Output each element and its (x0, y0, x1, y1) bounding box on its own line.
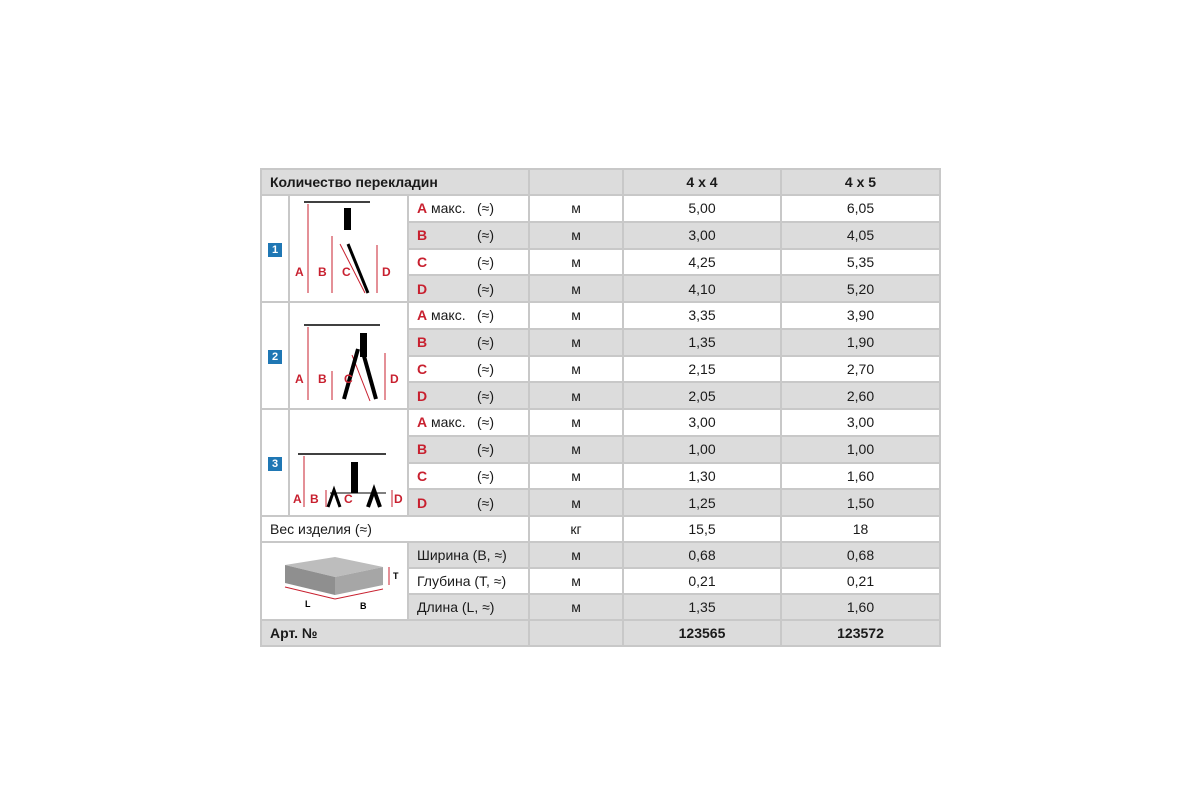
value-4x5: 0,68 (781, 542, 940, 568)
dimension-label (408, 329, 529, 356)
approx-sign: (≈) (477, 441, 495, 458)
config-badge: 1 (268, 243, 282, 257)
package-box-diagram (261, 542, 408, 620)
value-4x5: 1,60 (781, 463, 940, 490)
value-4x5: 5,20 (781, 275, 940, 302)
value-4x5: 3,90 (781, 302, 940, 329)
dimension-label (408, 409, 529, 436)
approx-sign: (≈) (477, 307, 495, 324)
svg-text:D: D (390, 372, 399, 386)
value-4x4: 1,00 (623, 436, 781, 463)
value-4x5: 2,70 (781, 356, 940, 383)
header-title: Количество перекладин (261, 169, 529, 195)
config-number (261, 302, 289, 409)
value-4x5: 1,60 (781, 594, 940, 620)
value-4x4: 3,00 (623, 409, 781, 436)
weight-label: Вес изделия (≈) (261, 516, 529, 542)
unit: кг (529, 516, 623, 542)
table-row (261, 195, 940, 222)
unit: м (529, 222, 623, 249)
value-4x4: 1,25 (623, 489, 781, 516)
header-col-4x5: 4 x 5 (781, 169, 940, 195)
dimension-label (408, 436, 529, 463)
value-4x5: 4,05 (781, 222, 940, 249)
value-4x4: 4,25 (623, 249, 781, 276)
approx-sign: (≈) (477, 227, 495, 244)
dimension-row (261, 542, 940, 568)
unit: м (529, 249, 623, 276)
spec-table (260, 168, 941, 647)
dimension-label: Ширина (B, ≈) (408, 542, 529, 568)
dimension-label: Длина (L, ≈) (408, 594, 529, 620)
svg-text:B: B (318, 265, 327, 279)
svg-text:C: C (342, 265, 351, 279)
dimension-letter: D (417, 280, 428, 297)
dimension-letter: B (417, 334, 428, 351)
value-4x4: 1,35 (623, 329, 781, 356)
value-4x4: 15,5 (623, 516, 781, 542)
dimension-label (408, 195, 529, 222)
value-4x4: 5,00 (623, 195, 781, 222)
dimension-suffix: макс. (431, 200, 466, 217)
dimension-label (408, 249, 529, 276)
unit: м (529, 275, 623, 302)
value-4x4: 3,00 (623, 222, 781, 249)
unit: м (529, 356, 623, 383)
article-4x4: 123565 (623, 620, 781, 646)
unit: м (529, 436, 623, 463)
dimension-label (408, 275, 529, 302)
value-4x4: 0,68 (623, 542, 781, 568)
svg-text:A: A (293, 492, 302, 506)
approx-sign: (≈) (477, 467, 495, 484)
config-number (261, 195, 289, 302)
value-4x5: 3,00 (781, 409, 940, 436)
dimension-label (408, 489, 529, 516)
value-4x4: 1,35 (623, 594, 781, 620)
svg-text:C: C (344, 372, 353, 386)
value-4x4: 1,30 (623, 463, 781, 490)
approx-sign: (≈) (477, 494, 495, 511)
value-4x4: 0,21 (623, 568, 781, 594)
unit: м (529, 542, 623, 568)
unit: м (529, 463, 623, 490)
table-row (261, 302, 940, 329)
value-4x4: 2,15 (623, 356, 781, 383)
value-4x4: 2,05 (623, 382, 781, 409)
dimension-letter: A (417, 414, 428, 431)
value-4x5: 18 (781, 516, 940, 542)
approx-sign: (≈) (477, 253, 495, 270)
dimension-letter: C (417, 360, 428, 377)
dimension-letter: A (417, 200, 428, 217)
unit: м (529, 568, 623, 594)
value-4x5: 2,60 (781, 382, 940, 409)
approx-sign: (≈) (477, 280, 495, 297)
dimension-label (408, 463, 529, 490)
value-4x5: 6,05 (781, 195, 940, 222)
ladder-diagram-2 (289, 302, 408, 409)
header-col-4x4: 4 x 4 (623, 169, 781, 195)
config-badge: 2 (268, 350, 282, 364)
dimension-label (408, 302, 529, 329)
article-label: Арт. № (261, 620, 529, 646)
ladder-diagram-1 (289, 195, 408, 302)
svg-text:B: B (310, 492, 319, 506)
article-row (261, 620, 940, 646)
value-4x5: 0,21 (781, 568, 940, 594)
dimension-letter: A (417, 307, 428, 324)
svg-text:A: A (295, 265, 304, 279)
dimension-label (408, 382, 529, 409)
ladder-diagram-3 (289, 409, 408, 516)
unit: м (529, 489, 623, 516)
dimension-letter: C (417, 253, 428, 270)
dimension-letter: D (417, 387, 428, 404)
header-row (261, 169, 940, 195)
approx-sign: (≈) (477, 414, 495, 431)
dimension-letter: D (417, 494, 428, 511)
approx-sign: (≈) (477, 360, 495, 377)
value-4x5: 1,90 (781, 329, 940, 356)
value-4x5: 5,35 (781, 249, 940, 276)
weight-row (261, 516, 940, 542)
value-4x4: 3,35 (623, 302, 781, 329)
unit (529, 620, 623, 646)
approx-sign: (≈) (477, 387, 495, 404)
box-label-l: L (304, 598, 310, 609)
svg-text:D: D (394, 492, 403, 506)
approx-sign: (≈) (477, 334, 495, 351)
svg-text:A: A (295, 372, 304, 386)
dimension-letter: B (417, 441, 428, 458)
value-4x5: 1,00 (781, 436, 940, 463)
unit: м (529, 594, 623, 620)
dimension-letter: C (417, 467, 428, 484)
article-4x5: 123572 (781, 620, 940, 646)
dimension-label (408, 222, 529, 249)
value-4x5: 1,50 (781, 489, 940, 516)
dimension-label: Глубина (T, ≈) (408, 568, 529, 594)
value-4x4: 4,10 (623, 275, 781, 302)
config-badge: 3 (268, 457, 282, 471)
approx-sign: (≈) (477, 200, 495, 217)
dimension-label (408, 356, 529, 383)
svg-text:B: B (318, 372, 327, 386)
unit: м (529, 195, 623, 222)
dimension-suffix: макс. (431, 307, 466, 324)
unit: м (529, 382, 623, 409)
svg-text:C: C (344, 492, 353, 506)
unit: м (529, 302, 623, 329)
box-label-b: B (359, 600, 366, 611)
table-row (261, 409, 940, 436)
unit: м (529, 409, 623, 436)
header-unit (529, 169, 623, 195)
unit: м (529, 329, 623, 356)
svg-text:D: D (382, 265, 391, 279)
dimension-suffix: макс. (431, 414, 466, 431)
dimension-letter: B (417, 227, 428, 244)
box-label-t: T (392, 570, 398, 581)
config-number (261, 409, 289, 516)
